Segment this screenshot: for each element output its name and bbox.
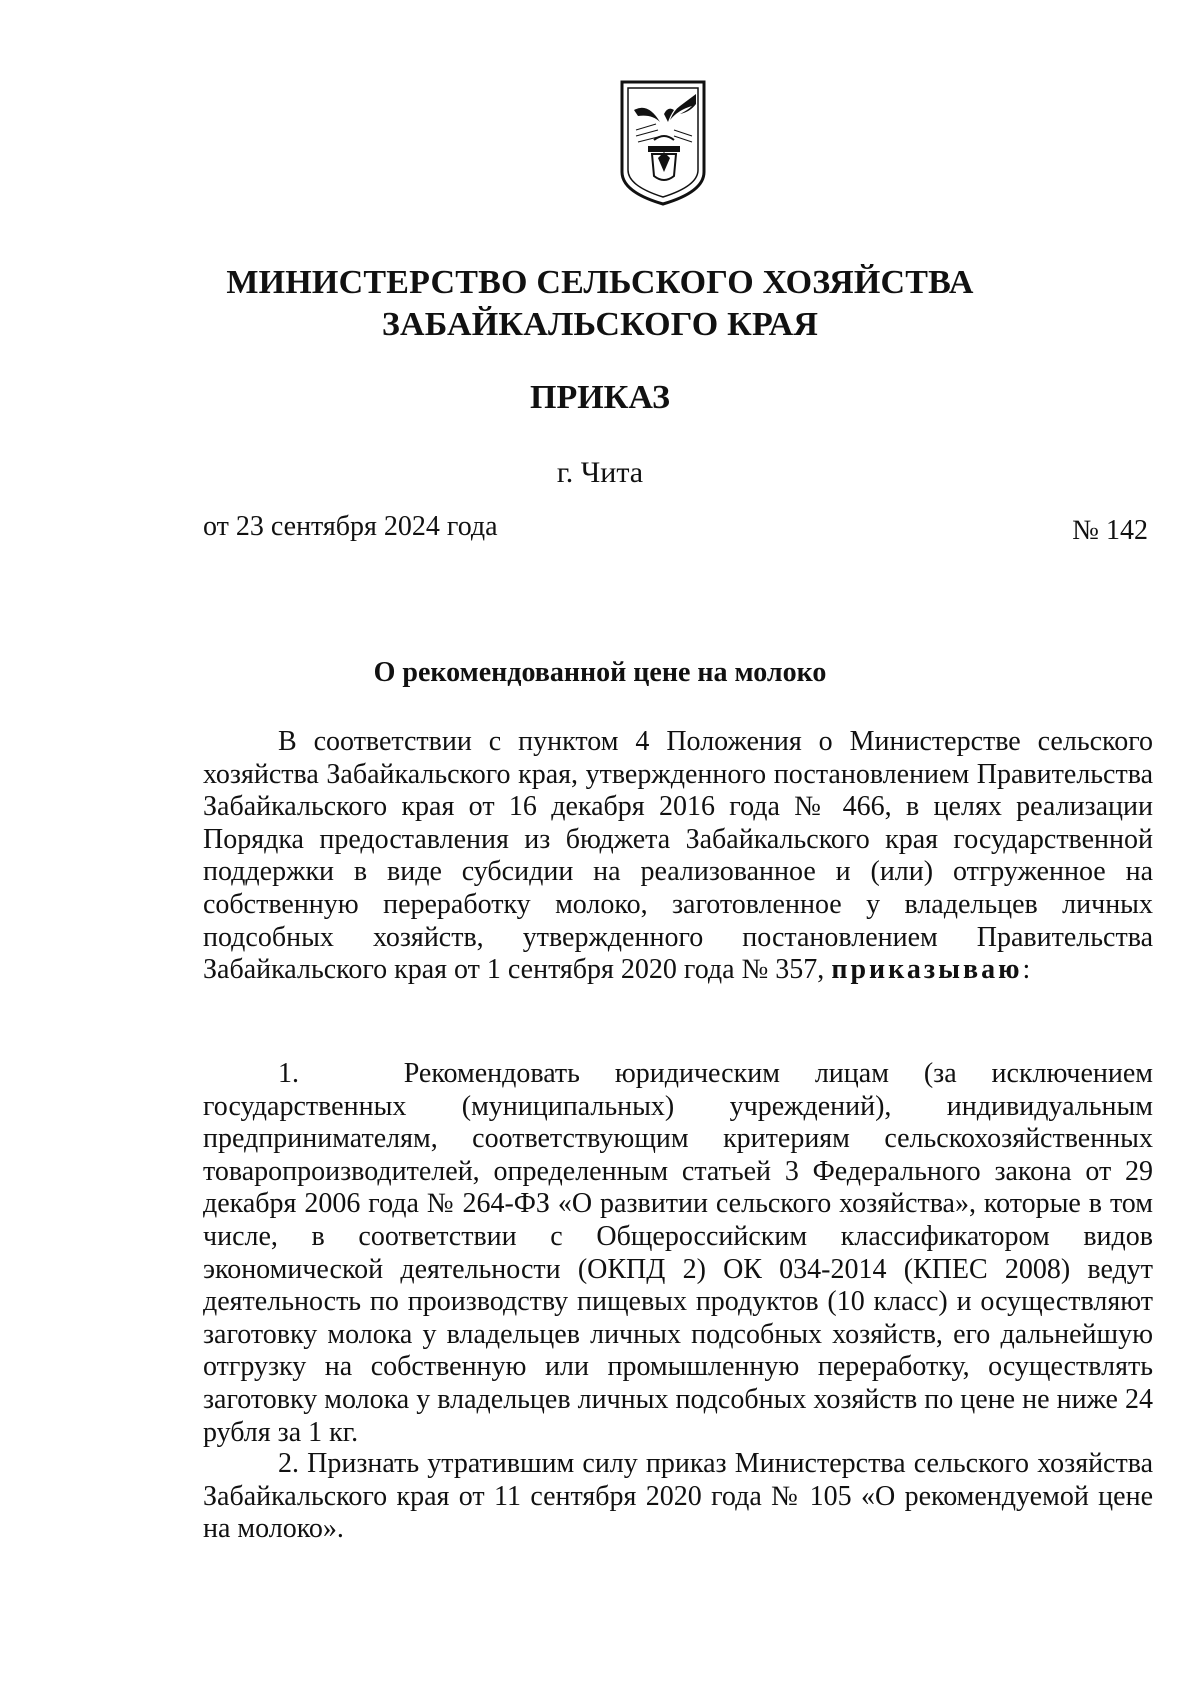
ministry-name-line-1: МИНИСТЕРСТВО СЕЛЬСКОГО ХОЗЯЙСТВА (226, 264, 974, 301)
ministry-name-line-2: ЗАБАЙКАЛЬСКОГО КРАЯ (381, 306, 819, 343)
order-item-1-number: 1. (278, 1058, 299, 1089)
order-word: приказываю (831, 954, 1023, 986)
order-colon: : (1022, 954, 1031, 986)
order-item-1 (203, 1058, 1153, 1449)
city: г. Чита (556, 456, 644, 489)
order-item-2-number: 2. (278, 1448, 299, 1479)
document-type: ПРИКАЗ (530, 379, 670, 416)
document-number: № 142 (1072, 515, 1148, 546)
preamble-paragraph (203, 726, 1153, 987)
coat-of-arms-emblem (618, 80, 708, 208)
preamble-text: В соответствии с пунктом 4 Положения о Министерстве сельского хозяйства Забайкальского края, утвержденного постановлением Правительства Забайкальского края от 16 декабря 2016 года № 466, в целях реализации Порядка предоставления из бюджета Забайкальского края государственной поддержки в виде субсидии на реализованное и (или) отгруженное на собственную переработку молоко, заготовленное у владельцев личных подсобных хозяйств, утвержденного постановлением Правительства Забайкальского края от 1 сентября 2020 года № 357, (203, 726, 1153, 986)
order-item-1-text: Рекомендовать юридическим лицам (за исключением государственных (муниципальных) учреждений), индивидуальным предпринимателям, соответствующим критериям сельскохозяйственных товаропроизводителей, определенным статьей 3 Федерального закона от 29 декабря 2006 года № 264-ФЗ «О развитии сельского хозяйства», которые в том числе, в соответствии с Общероссийским классификатором видов экономической деятельности (ОКПД 2) ОК 034-2014 (КПЕС 2008) ведут деятельность по производству пищевых продуктов (10 класс) и осуществляют заготовку молока у владельцев личных подсобных хозяйств, его дальнейшую отгрузку на собственную или промышленную переработку, осуществлять заготовку молока у владельцев личных подсобных хозяйств по цене не ниже 24 рубля за 1 кг. (203, 1058, 1153, 1448)
ministry-name (0, 262, 1200, 346)
order-item-2-text: Признать утратившим силу приказ Министерства сельского хозяйства Забайкальского края от 11 сентября 2020 года № 105 «О рекомендуемой цене на молоко». (203, 1448, 1154, 1545)
document-title: О рекомендованной цене на молоко (373, 657, 827, 688)
order-item-2 (203, 1448, 1153, 1546)
document-date: от 23 сентября 2024 года (203, 511, 498, 542)
